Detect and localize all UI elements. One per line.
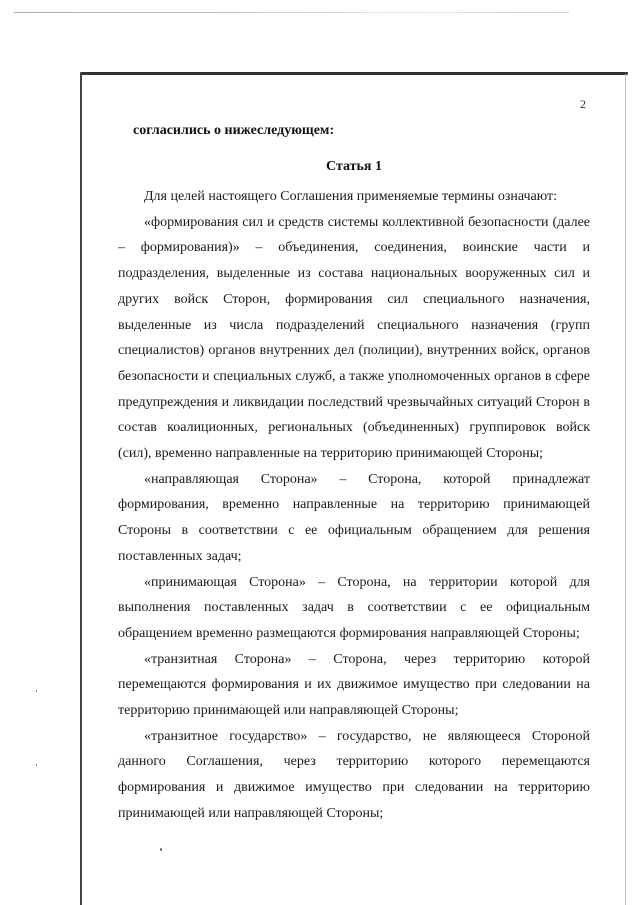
scan-speck — [36, 690, 37, 692]
paragraph-definition-transit-state: «транзитное государство» – государство, не являющееся Стороной данного Соглашения, через территорию которого перемещаются формирования и движимое имущество при следовании на территорию принимающей или направляющей Стороны; — [118, 728, 590, 821]
page-border-top — [80, 72, 628, 75]
paragraph-definition-sending-party: «направляющая Сторона» – Сторона, которой принадлежат формирования, временно направленные на территорию принимающей Стороны в соответствии с ее официальным обращением для решения поставленных задач; — [118, 471, 590, 564]
paragraph-definition-receiving-party: «принимающая Сторона» – Сторона, на территории которой для выполнения поставленных задач в соответствии с ее официальным обращением временно размещаются формирования направляющей Стороны; — [118, 574, 590, 641]
paragraph-definition-transit-party: «транзитная Сторона» – Сторона, через территорию которой перемещаются формирования и их движимое имущество при следовании на территорию принимающей или направляющей Стороны; — [118, 651, 590, 719]
intro-line: согласились о нижеследующем: — [133, 123, 335, 138]
article-body — [118, 184, 590, 827]
paragraph-definitions-intro: Для целей настоящего Соглашения применяемые термины означают: — [144, 189, 558, 204]
article-title: Статья 1 — [326, 159, 382, 174]
page-number: 2 — [580, 97, 586, 111]
scan-edge-line — [14, 12, 569, 13]
scan-speck — [160, 848, 162, 851]
paragraph-definition-formations: «формирования сил и средств системы коллективной безопасности (далее – формирования)» – объединения, соединения, воинские части и подразделения, выделенные из состава национальных вооруженных сил и других войск Сторон, формирования сил специального назначения, выделенные из числа подразделений специального назначения (групп специалистов) органов внутренних дел (полиции), внутренних войск, органов безопасности и специальных служб, а также уполномоченных органов в сфере предупреждения и ликвидации последствий чрезвычайных ситуаций Сторон в состав коалиционных, региональных (объединенных) группировок войск (сил), временно направленные на территорию принимающей Стороны; — [118, 214, 590, 462]
page-border-left — [80, 73, 82, 905]
scan-speck — [36, 764, 37, 766]
page-border-right — [625, 74, 626, 905]
